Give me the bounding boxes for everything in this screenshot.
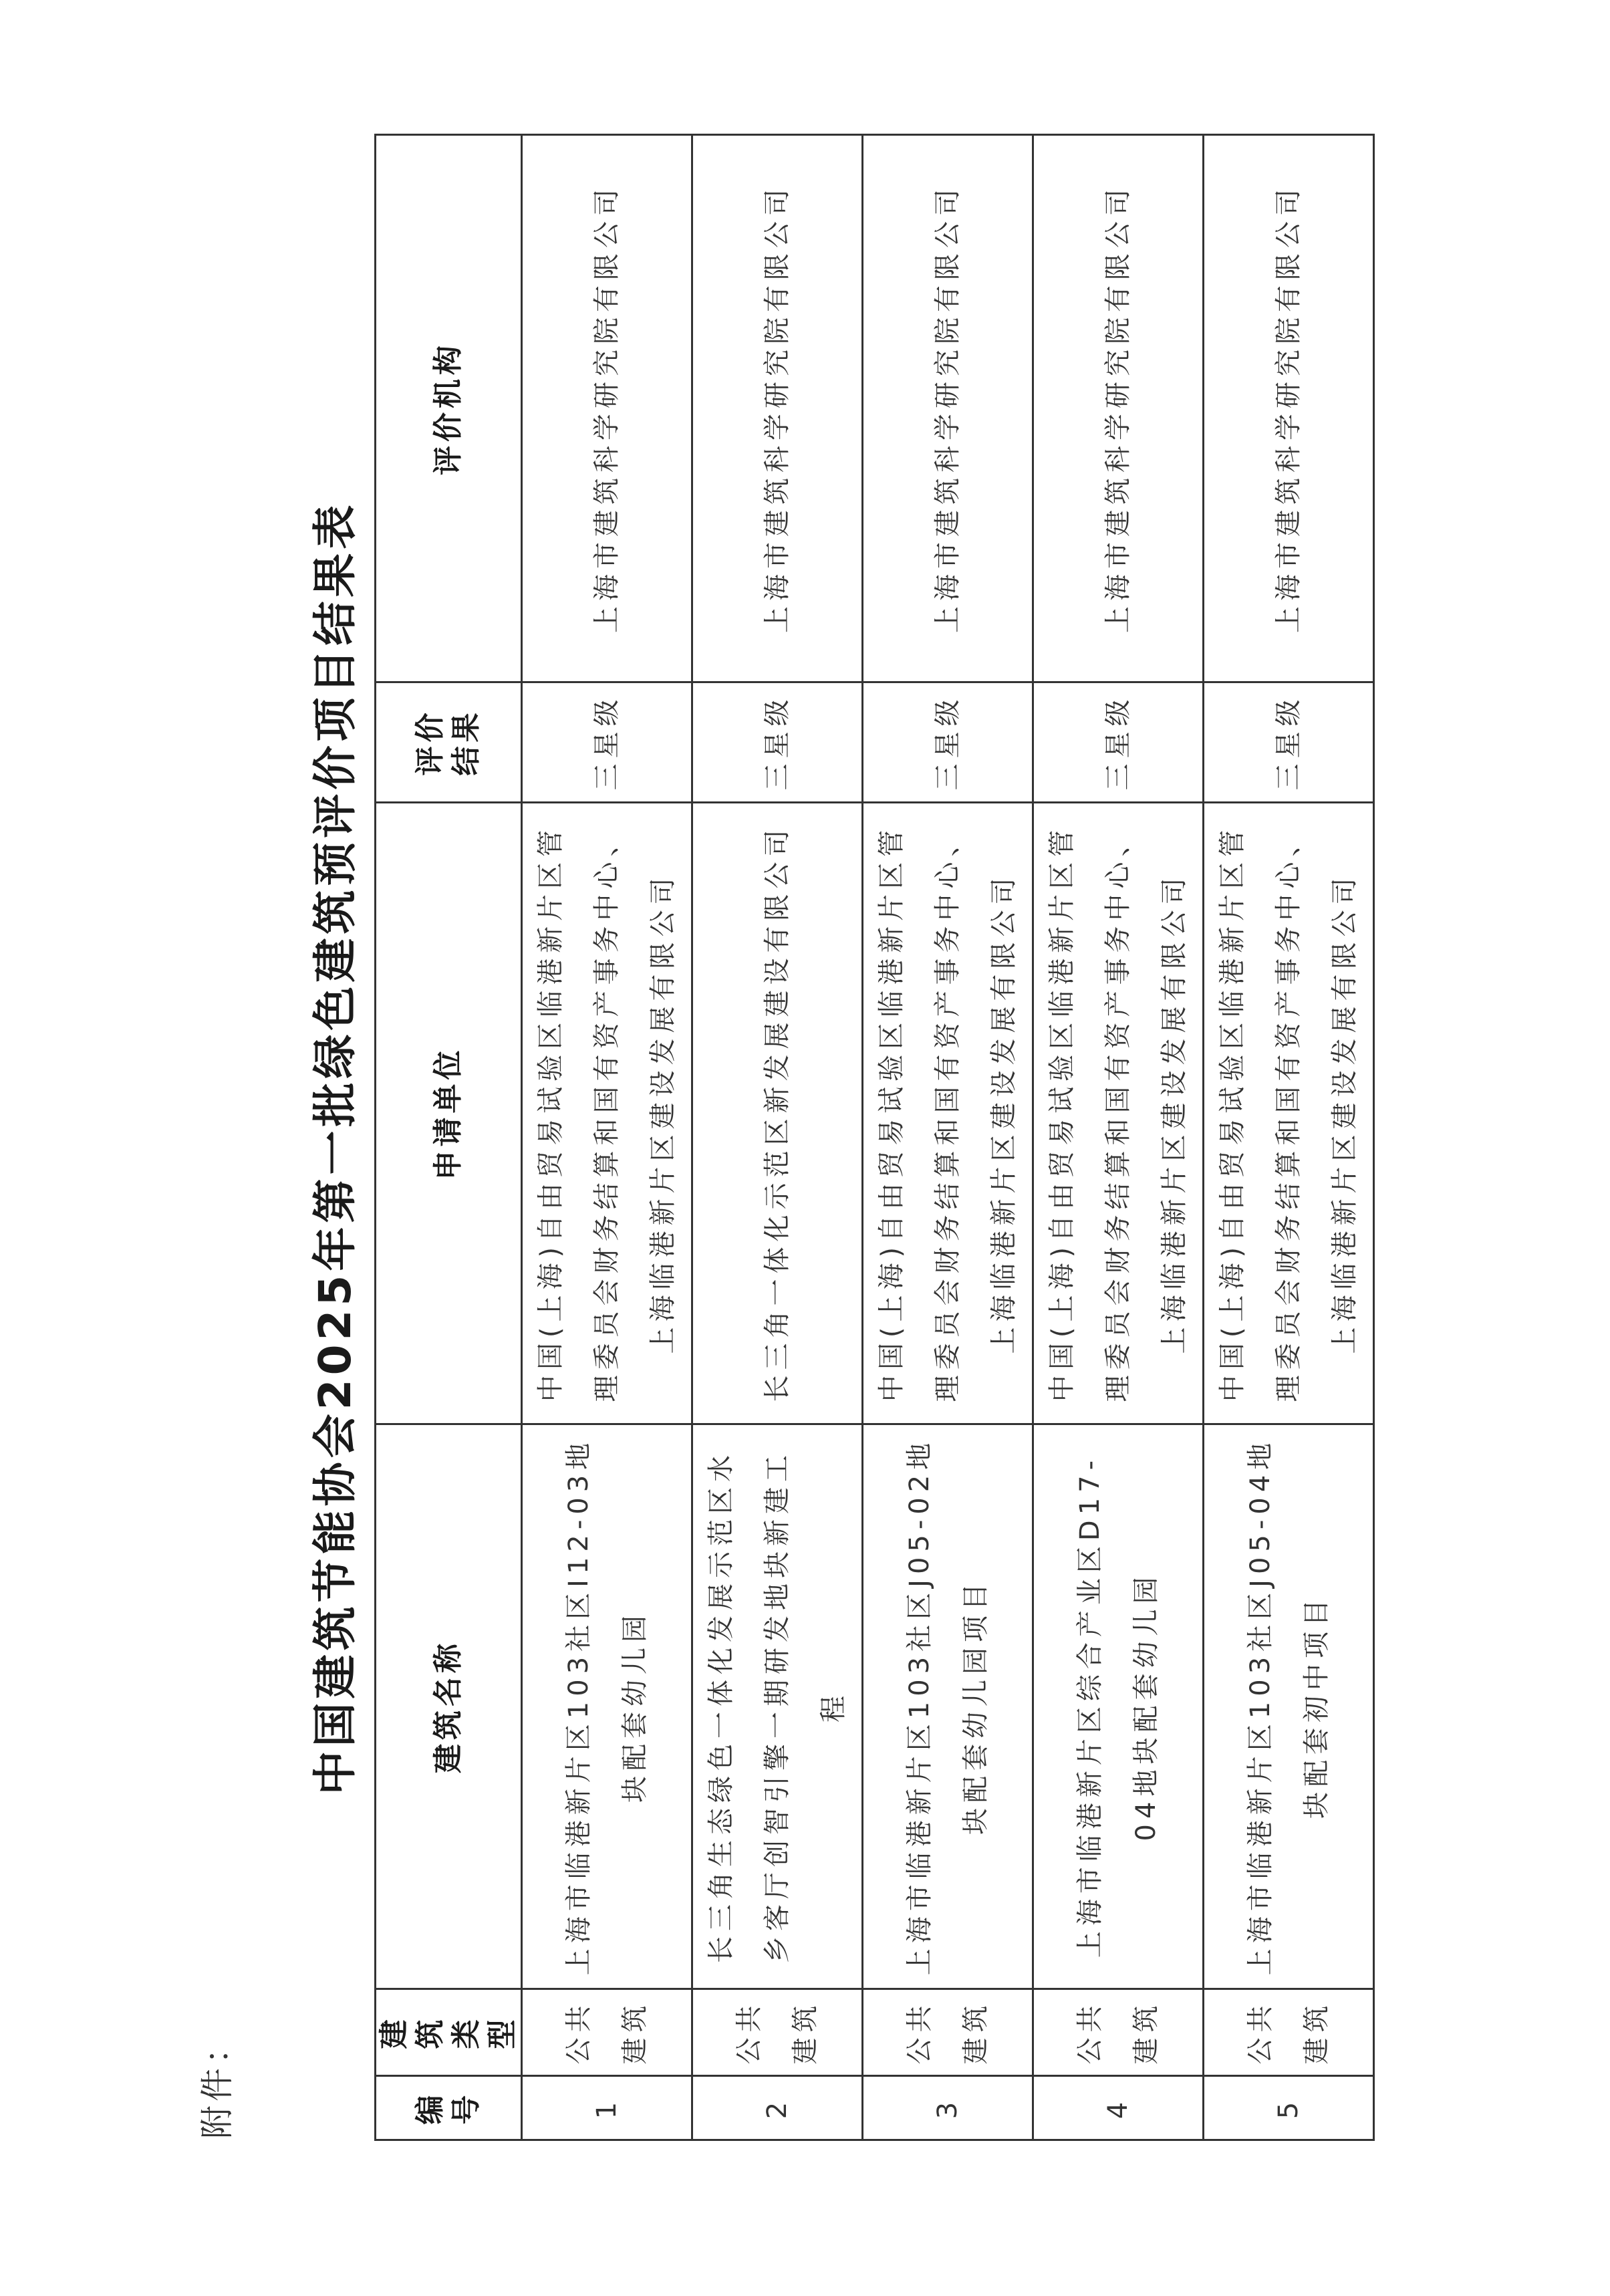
cell-number: 2 [692,2076,863,2140]
cell-evaluation-result: 三星级 [1033,682,1204,803]
header-evaluation-agency: 评价机构 [376,135,522,682]
cell-evaluation-agency: 上海市建筑科学研究院有限公司 [1033,135,1204,682]
cell-applicant: 中国(上海)自由贸易试验区临港新片区管理委员会财务结算和国有资产事务中心、上海临港新片区建设发展有限公司 [1033,803,1204,1424]
cell-evaluation-agency: 上海市建筑科学研究院有限公司 [692,135,863,682]
header-applicant: 申请单位 [376,803,522,1424]
table-row [522,135,692,2140]
table-row [1204,135,1374,2140]
table-row [863,135,1033,2140]
cell-applicant: 中国(上海)自由贸易试验区临港新片区管理委员会财务结算和国有资产事务中心、上海临港新片区建设发展有限公司 [1204,803,1374,1424]
cell-evaluation-result: 三星级 [522,682,692,803]
cell-evaluation-result: 三星级 [692,682,863,803]
document-title: 中国建筑节能协会2025年第一批绿色建筑预评价项目结果表 [309,501,361,1795]
cell-number: 5 [1204,2076,1374,2140]
cell-building-name: 上海市临港新片区103社区I12-03地块配套幼儿园 [522,1424,692,1989]
cell-applicant: 中国(上海)自由贸易试验区临港新片区管理委员会财务结算和国有资产事务中心、上海临港新片区建设发展有限公司 [522,803,692,1424]
cell-building-name: 上海市临港新片区103社区J05-04地块配套初中项目 [1204,1424,1374,1989]
header-building-name: 建筑名称 [376,1424,522,1989]
cell-evaluation-agency: 上海市建筑科学研究院有限公司 [1204,135,1374,682]
cell-building-type: 公共建筑 [522,1989,692,2076]
cell-evaluation-result: 三星级 [1204,682,1374,803]
cell-building-name: 上海市临港新片区103社区J05-02地块配套幼儿园项目 [863,1424,1033,1989]
header-evaluation-result: 评价结果 [376,682,522,803]
cell-building-type: 公共建筑 [1033,1989,1204,2076]
cell-applicant: 长三角一体化示范区新发展建设有限公司 [692,803,863,1424]
cell-building-type: 公共建筑 [1204,1989,1374,2076]
cell-evaluation-result: 三星级 [863,682,1033,803]
table-row [1033,135,1204,2140]
cell-building-type: 公共建筑 [692,1989,863,2076]
header-building-type: 建筑类型 [376,1989,522,2076]
cell-building-type: 公共建筑 [863,1989,1033,2076]
table-row [692,135,863,2140]
table-header-row [376,135,522,2140]
cell-building-name: 上海市临港新片区综合产业区D17-04地块配套幼儿园 [1033,1424,1204,1989]
results-table [374,134,1375,2141]
cell-number: 4 [1033,2076,1204,2140]
cell-applicant: 中国(上海)自由贸易试验区临港新片区管理委员会财务结算和国有资产事务中心、上海临港新片区建设发展有限公司 [863,803,1033,1424]
cell-number: 3 [863,2076,1033,2140]
cell-number: 1 [522,2076,692,2140]
attachment-label: 附件： [198,2027,237,2139]
header-number: 编号 [376,2076,522,2140]
cell-evaluation-agency: 上海市建筑科学研究院有限公司 [522,135,692,682]
cell-building-name: 长三角生态绿色一体化发展示范区水乡客厅创智引擎一期研发地块新建工程 [692,1424,863,1989]
cell-evaluation-agency: 上海市建筑科学研究院有限公司 [863,135,1033,682]
